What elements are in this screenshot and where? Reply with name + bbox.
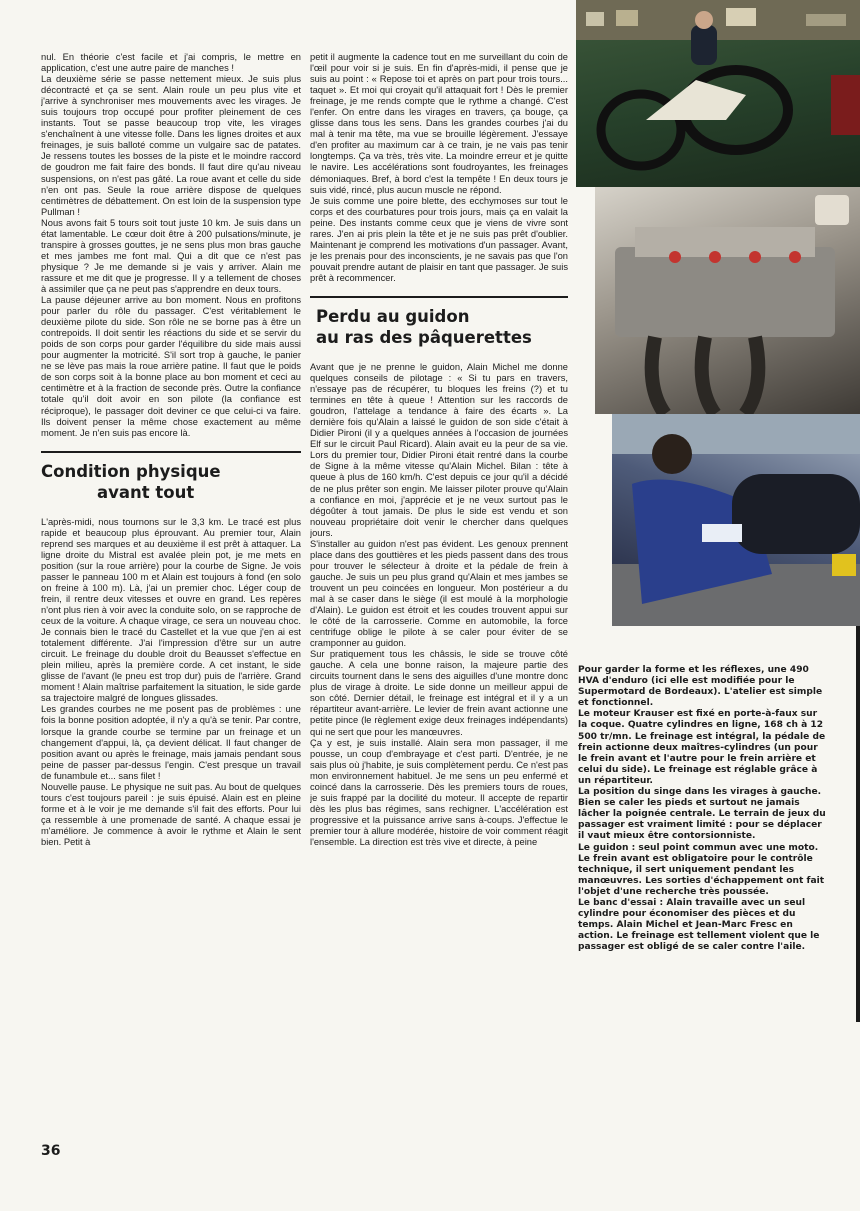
passenger-illustration — [612, 414, 860, 626]
caption: Le banc d'essai : Alain travaille avec un seul cylindre pour économiser des pièces et du temps. Alain Michel et Jean-Marc Fresc en action. Le freinage est tellement violent que le passager est obligé de se caler contre l'aile. — [578, 897, 820, 953]
section-heading — [41, 451, 301, 503]
photo-captions — [578, 665, 828, 953]
caption: La position du singe dans les virages à gauche. Bien se caler les pieds et surtout ne jamais lâcher la poignée centrale. Le terrain de jeux du passager est vraiment limité : pour se déplacer il vaut mieux être contorsionniste. — [578, 787, 826, 842]
paragraph: Avant que je ne prenne le guidon, Alain Michel me donne quelques conseils de pilotage : « Si tu pars en travers, n'essaye pas de récupérer, tu bloques les freins (?) et tu termines en tête à queue ! Attention sur les raccords de goudron, l'attelage a tendance à faire des écarts ». La dernière fois qu'Alain a laissé le guidon de son side c'était à Didier Pironi (il y a quelques années à l'occasion de journées Elf sur le circuit Paul Ricard). Alain avait eu la peur de sa vie. Lors du premier tour, Didier Pironi était rentré dans la courbe de Signe à la même vitesse qu'Alain Michel. Bilan : tête à queue à plus de 160 km/h. C'est depuis ce jour qu'il a décidé de ne plus prêter son engin. Me laisser piloter prouve qu'Alain a confiance en moi, j'apprécie et je ne veux surtout pas le dégoûter à tout jamais. De plus le side est vendu et son nouveau propriétaire doit venir le chercher dans quelques jours. — [310, 361, 568, 538]
caption: Le moteur Krauser est fixé en porte-à-faux sur la coque. Quatre cylindres en ligne, 168 ch à 12 500 tr/mn. Le freinage est intégral, la pédale de frein actionne deux maîtres-cylindres (un pour le frein avant et l'autre pour le frein arrière et celui du side). Le freinage est réglable grâce à un répartiteur. — [578, 709, 826, 786]
photo-krauser-engine — [595, 187, 860, 414]
paragraph: Les grandes courbes ne me posent pas de problèmes : une fois la bonne position adoptée, il n'y a qu'à se tenir. Par contre, lorsque la grande courbe se termine par un freinage et un changement d'appui, là, ça devient délicat. Il faut changer de position avant ou après le freinage, mais jamais pendant sous peine de passer par-dessus l'engin. C'est presque un travail de funambule et... sans filet ! — [41, 704, 301, 781]
paragraph: La pause déjeuner arrive au bon moment. Nous en profitons pour parler du rôle du passager. C'est véritablement le deuxième pilote du side. Son rôle ne se borne pas à être un contrepoids. Il doit sentir les réactions du side et se servir du poids de son corps pour garder l'équilibre du side mais aussi pour augmenter la motricité. S'il sort trop à gauche, le panier ne se lève pas mais la roue arrière patine. Il faut que le poids de son corps soit à la bonne place au bon moment et ceci au centimètre et à la fraction de seconde près. Outre la confiance totale qu'il doit avoir en son pilote (la confiance est réciproque), le passager doit deviner ce que celui-ci va faire. Ils doivent penser la même chose exactement au même moment. Je n'en suis pas encore là. — [41, 295, 301, 438]
paragraph: petit il augmente la cadence tout en me surveillant du coin de l'œil pour voir si je suis. En fin d'après-midi, il pense que je suis au point : « Repose toi et après on part pour trois tours... taquet ». Et moi qui croyait qu'il attaquait fort ! Dès le premier freinage, je me rends compte que le rythme a changé. C'est l'enfer. On entre dans les virages en travers, ça bouge, ça glisse dans tous les sens. Dans les grandes courbes j'ai du mal à tenir ma tête, ma vue se brouille légèrement. J'essaye d'en profiter au maximum car à ce train, je ne vais pas tenir longtemps. Ça va très, très vite. La moindre erreur et je quitte le navire. Les accélérations sont foudroyantes, les freinages démoniaques. Bref, à bord c'est la tempête ! En deux tours je suis vidé, rincé, plus aucun muscle ne répond. — [310, 52, 568, 195]
section-heading — [310, 296, 568, 348]
engine-illustration — [595, 187, 860, 414]
caption: Le guidon : seul point commun avec une moto. Le frein avant est obligatoire pour le contrôle technique, il sert uniquement pendant les manœuvres. Les sorties d'échappement ont fait l'objet d'une recherche très poussée. — [578, 842, 825, 897]
page-number: 36 — [41, 1143, 61, 1159]
paragraph: La deuxième série se passe nettement mieux. Je suis plus décontracté et ça se sent. Alain roule un peu plus vite et j'arrive à synchroniser mes mouvements avec les virages. Je suis toujours trop occupé pour profiter pleinement de ces instants. Tout se passe beaucoup trop vite, les virages s'enchaînent à une vitesse folle. Dans les lignes droites et aux freinages, je suis balloté comme un vulgaire sac de patates. Je ressens toutes les bosses de la piste et le moindre raccord de goudron me fait faire des bonds. Il faut dire qu'au niveau suspensions, on n'est pas gâté. La roue avant et celle du side n'en ont pas. Seule la roue arrière dispose de quelques centimètres de débattement. On est loin de la suspension type Pullman ! — [41, 74, 301, 217]
section-heading-line: Perdu au guidon — [316, 306, 470, 326]
paragraph: L'après-midi, nous tournons sur le 3,3 km. Le tracé est plus rapide et beaucoup plus éprouvant. Au premier tour, Alain reprend ses marques et au deuxième il est prêt à attaquer. La ligne droite du Mistral est avalée plein pot, je me mets en position (sur la roue arrière) pour la courbe de Signe. Je vois passer le panneau 100 m et Alain est toujours à fond (en solo on freine à 100 m). Là, j'ai un premier choc. Léger coup de frein, il rentre deux vitesses et ouvre en grand. Les repères n'ont plus rien à voir avec la conduite solo, on se rapproche de ceux de la voiture. A chaque virage, ce sera un nouveau choc. Je connais bien le tracé du Castellet et la vue que j'en ai est totalement différente. J'ai l'impression d'être sur un autre circuit. Le freinage du double droit du Beausset s'effectue en plein milieu, après la première corde. A cet instant, le side glisse de l'avant (le pneu est trop dur) puis de l'arrière. Grand moment ! Alain maîtrise parfaitement la situation, le side garde sa trajectoire malgré de longues glissades. — [41, 516, 301, 704]
paragraph: Sur pratiquement tous les châssis, le side se trouve côté gauche. A cela une bonne raison, la majeure partie des circuits tournent dans le sens des aiguilles d'une montre donc plus de virage à droite. Le side donne un meilleur appui de son côté. Dernier détail, le freinage est intégral et il y a un répartiteur avant-arrière. Le levier de frein avant actionne une petite pince (le règlement exige deux freinages indépendants) qui ne sert que pour les manœuvres. — [310, 649, 568, 737]
paragraph: Je suis comme une poire blette, des ecchymoses sur tout le corps et des courbatures pour trois jours, mais ça en valait la peine. Des instants comme ceux que je viens de vivre sont rares. J'en ai pris plein la tête et je ne suis pas prêt d'oublier. Maintenant je comprend les motivations d'un passager. Avant, je les prenais pour des inconscients, je ne savais pas que l'on pouvait prendre autant de plaisir en tant que passager. Je suis prêt à recommencer. — [310, 195, 568, 283]
paragraph: S'installer au guidon n'est pas évident. Les genoux prennent place dans des gouttières et les pieds passent dans des trous pour trouver le sélecteur à droite et la pédale de frein à gauche. Je suis un peu plus grand qu'Alain et mes jambes se trouvent un peu coincées en longueur. Mon postérieur a du mal à se caser dans le siège (il est moulé à la morphologie d'Alain). Le guidon est étroit et les coudes trouvent appui sur le côté de la carrosserie. Comme en automobile, la force centrifuge oblige le pilote à se caler pour éviter de se cramponner au guidon. — [310, 538, 568, 649]
paragraph: Nouvelle pause. Le physique ne suit pas. Au bout de quelques tours c'est toujours pareil : je suis épuisé. Alain est en pleine forme et à le voir je me demande s'il fait des efforts. Pour lui ça ressemble à une promenade de santé. A chaque essai je m'améliore. Je commence à avoir le rythme et Alain le sent bien. Petit à — [41, 781, 301, 847]
photo-passenger-position — [612, 414, 860, 626]
section-heading-line: avant tout — [97, 482, 195, 502]
paragraph: Nous avons fait 5 tours soit tout juste 10 km. Je suis dans un état lamentable. Le cœur doit être à 200 pulsations/minute, je transpire à grosses gouttes, je ne sens plus mon bras gauche et mes jambes me font mal. Qui a dit que ce n'est pas physique ? Je me demande si je vais y arriver. Alain me rassure et me dit que je progresse. Il y a tellement de choses à assimiler que ça ne peut pas s'apprendre en deux tours. — [41, 217, 301, 294]
caption: Pour garder la forme et les réflexes, une 490 HVA d'enduro (ici elle est modifiée pour le Supermotard de Bordeaux). L'atelier est simple et fonctionnel. — [578, 665, 823, 709]
paragraph: Ça y est, je suis installé. Alain sera mon passager, il me pousse, un coup d'embrayage et c'est parti. D'entrée, je ne sais plus où j'habite, je suis complètement perdu. Ce n'est pas mon environnement habituel. Je me sens un peu enfermé et coincé dans la carrosserie. Dès les premiers tours de roues, je suis frappé par la docilité du moteur. Il accepte de repartir dès les plus bas régimes, sans rechigner. L'accélération est progressive et la puissance arrive sans à-coups. J'effectue le premier tour à allure modérée, histoire de voir comment réagit l'ensemble. La direction est très vive et directe, à peine — [310, 737, 568, 847]
article-column-middle — [310, 0, 568, 1211]
article-column-left — [41, 0, 301, 1211]
section-heading-line: Condition physique — [41, 461, 221, 481]
workshop-illustration — [576, 0, 860, 187]
photo-edge-strip — [856, 626, 860, 1022]
section-heading-line: au ras des pâquerettes — [316, 327, 532, 347]
paragraph: nul. En théorie c'est facile et j'ai compris, le mettre en application, c'est une autre paire de manches ! — [41, 52, 301, 74]
photo-workshop-enduro-bike — [576, 0, 860, 187]
